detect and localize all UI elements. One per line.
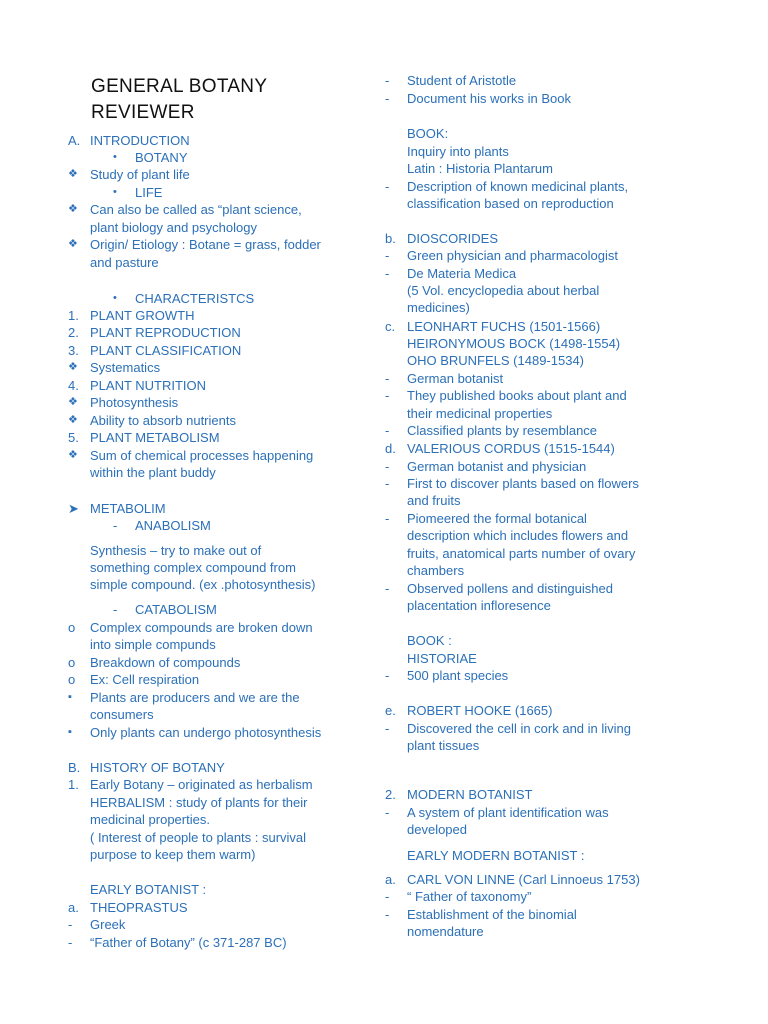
left-line: Can also be called as “plant science, [90,202,302,217]
left-marker: 1. [68,777,79,792]
left-line: “Father of Botany” (c 371-287 BC) [90,935,287,950]
right-marker: 2. [385,787,396,802]
right-line: Description of known medicinal plants, [407,179,629,194]
left-line: EARLY BOTANIST : [90,882,207,897]
right-line: “ Father of taxonomy” [407,889,532,904]
right-line: They published books about plant and [407,388,627,403]
left-line: Only plants can undergo photosynthesis [90,725,322,740]
right-line: nomendature [407,924,484,939]
right-line: OHO BRUNFELS (1489-1534) [407,353,585,368]
left-marker: ❖ [68,396,78,408]
left-marker: 4. [68,378,79,393]
right-marker: - [385,73,390,88]
left-marker: • [113,151,117,163]
left-marker: ➤ [68,501,79,516]
left-marker: - [68,917,73,932]
right-marker: e. [385,703,396,718]
left-marker: 2. [68,325,79,340]
right-line: Document his works in Book [407,91,572,106]
right-marker: - [385,371,390,386]
right-line: (5 Vol. encyclopedia about herbal [407,283,600,298]
right-line: developed [407,822,467,837]
left-marker: B. [68,760,81,775]
left-marker: - [68,935,73,950]
left-marker: ❖ [68,238,78,250]
right-line: description which includes flowers and [407,528,629,543]
left-line: INTRODUCTION [90,133,190,148]
right-line: ROBERT HOOKE (1665) [407,703,553,718]
right-line: Green physician and pharmacologist [407,248,619,263]
right-marker: - [385,459,390,474]
right-line: placentation infloresence [407,598,551,613]
left-line: METABOLIM [90,501,166,516]
right-line: First to discover plants based on flowers [407,476,639,491]
left-marker: a. [68,900,79,915]
right-line: DIOSCORIDES [407,231,499,246]
left-marker: 1. [68,308,79,323]
right-line: their medicinal properties [407,406,553,421]
left-marker: o [68,672,76,687]
left-line: CATABOLISM [135,602,217,617]
left-line: PLANT REPRODUCTION [90,325,241,340]
right-marker: - [385,511,390,526]
left-line: Origin/ Etiology : Botane = grass, fodder [90,237,321,252]
left-line: Study of plant life [90,167,190,182]
right-line: fruits, anatomical parts number of ovary [407,546,636,561]
right-marker: b. [385,231,396,246]
right-line: BOOK: [407,126,449,141]
left-line: PLANT CLASSIFICATION [90,343,242,358]
right-line: Inquiry into plants [407,144,509,159]
right-line: HISTORIAE [407,651,477,666]
left-line: Ability to absorb nutrients [90,413,236,428]
left-line: consumers [90,707,154,722]
right-marker: - [385,248,390,263]
left-marker: • [113,292,117,304]
left-marker: o [68,655,76,670]
left-line: ( Interest of people to plants : survival [90,830,307,845]
right-marker: - [385,388,390,403]
left-marker: - [113,518,118,533]
left-line: Synthesis – try to make out of [90,543,262,558]
right-marker: - [385,423,390,438]
left-line: LIFE [135,185,163,200]
left-line: ANABOLISM [135,518,211,533]
right-line: Student of Aristotle [407,73,517,88]
right-line: EARLY MODERN BOTANIST : [407,848,585,863]
right-line: CARL VON LINNE (Carl Linnoeus 1753) [407,872,640,887]
left-line: Early Botany – originated as herbalism [90,777,313,792]
left-line: HERBALISM : study of plants for their [90,795,308,810]
left-line: PLANT GROWTH [90,308,195,323]
left-marker: 3. [68,343,79,358]
left-marker: • [113,186,117,198]
right-line: chambers [407,563,465,578]
left-line: plant biology and psychology [90,220,257,235]
left-line: medicinal properties. [90,812,210,827]
right-line: German botanist [407,371,504,386]
left-marker: ❖ [68,414,78,426]
left-marker: ▪ [68,726,72,738]
right-marker: - [385,805,390,820]
left-line: simple compound. (ex .photosynthesis) [90,577,316,592]
left-marker: A. [68,133,81,148]
right-line: MODERN BOTANIST [407,787,533,802]
right-line: German botanist and physician [407,459,587,474]
left-marker: ❖ [68,361,78,373]
right-line: Latin : Historia Plantarum [407,161,553,176]
left-marker: o [68,620,76,635]
right-marker: - [385,889,390,904]
right-line: A system of plant identification was [407,805,609,820]
right-marker: - [385,266,390,281]
document-title-line-2: REVIEWER [91,102,195,123]
right-marker: - [385,476,390,491]
right-marker: - [385,91,390,106]
right-line: Classified plants by resemblance [407,423,598,438]
right-marker: - [385,179,390,194]
left-marker: ▪ [68,691,72,703]
left-line: THEOPRASTUS [90,900,188,915]
right-line: plant tissues [407,738,480,753]
right-marker: - [385,721,390,736]
right-line: Discovered the cell in cork and in living [407,721,631,736]
left-line: Sum of chemical processes happening [90,448,314,463]
right-marker: a. [385,872,396,887]
left-marker: ❖ [68,203,78,215]
left-line: Plants are producers and we are the [90,690,300,705]
right-line: VALERIOUS CORDUS (1515-1544) [407,441,615,456]
left-marker: ❖ [68,449,78,461]
right-line: BOOK : [407,633,452,648]
right-line: De Materia Medica [407,266,517,281]
left-line: something complex compound from [90,560,296,575]
left-line: Systematics [90,360,161,375]
right-line: HEIRONYMOUS BOCK (1498-1554) [407,336,621,351]
left-line: Ex: Cell respiration [90,672,200,687]
left-marker: 5. [68,430,79,445]
left-line: Photosynthesis [90,395,179,410]
right-marker: c. [385,319,396,334]
right-line: Observed pollens and distinguished [407,581,613,596]
right-marker: - [385,907,390,922]
right-line: Establishment of the binomial [407,907,577,922]
left-line: Greek [90,917,126,932]
left-line: PLANT METABOLISM [90,430,220,445]
left-line: HISTORY OF BOTANY [90,760,225,775]
left-line: BOTANY [135,150,188,165]
right-marker: d. [385,441,396,456]
right-line: 500 plant species [407,668,509,683]
left-line: within the plant buddy [90,465,216,480]
right-line: Piomeered the formal botanical [407,511,587,526]
left-line: PLANT NUTRITION [90,378,207,393]
left-line: CHARACTERISTCS [135,291,255,306]
left-marker: ❖ [68,168,78,180]
left-line: Breakdown of compounds [90,655,241,670]
right-line: and fruits [407,493,461,508]
right-marker: - [385,581,390,596]
right-marker: - [385,668,390,683]
left-line: into simple compunds [90,637,216,652]
left-line: purpose to keep them warm) [90,847,256,862]
right-line: classification based on reproduction [407,196,614,211]
left-line: Complex compounds are broken down [90,620,313,635]
right-line: LEONHART FUCHS (1501-1566) [407,319,601,334]
right-line: medicines) [407,300,470,315]
left-marker: - [113,602,118,617]
left-line: and pasture [90,255,159,270]
document-title-line-1: GENERAL BOTANY [91,76,268,97]
